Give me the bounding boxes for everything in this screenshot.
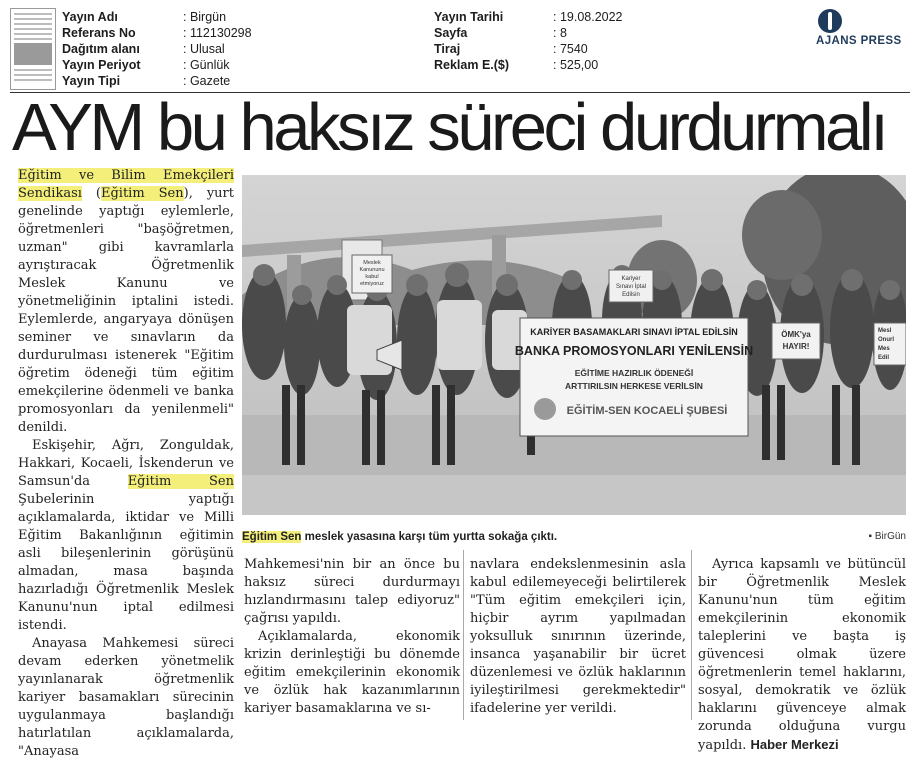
paragraph: Açıklamalarda, ekonomik krizin derinleştiği bu dönemde eğitim emekçilerinin ekonomik ve özlük hak kazanımlarının kariyer basamaklarına ve sı- xyxy=(244,629,460,716)
paragraph-2 xyxy=(18,437,234,635)
headline: AYM bu haksız süreci durdurmalı xyxy=(12,90,886,165)
article-column-4 xyxy=(698,556,906,755)
photo-credit-text: BirGün xyxy=(874,531,906,542)
article-column-3 xyxy=(470,556,686,718)
protest-sign-far-right xyxy=(874,323,906,365)
meta-label: Yayın Adı xyxy=(62,10,118,24)
sign-text: ÖMK'ya xyxy=(781,330,811,339)
highlight-union-short: Eğitim Sen xyxy=(100,186,184,201)
meta-value: : Birgün xyxy=(183,10,227,24)
meta-label: Yayın Tarihi xyxy=(434,10,504,24)
meta-value: : Günlük xyxy=(183,58,230,72)
ajans-press-logo xyxy=(812,9,910,49)
protest-sign-center xyxy=(609,270,653,302)
sign-text: Onurl xyxy=(878,337,894,343)
protest-photo xyxy=(242,175,906,515)
paragraph-3: Anayasa Mahkemesi süreci devam ederken yönetmelik yayınlanarak öğretmenlik kariyer basamakları sürecinin uygulanmaya başlandığı hatırlatılan açıklamalarda, "Anayasa xyxy=(18,636,234,759)
meta-label: Referans No xyxy=(62,26,136,40)
caption-highlight: Eğitim Sen xyxy=(242,531,302,543)
sign-text: Mes xyxy=(878,346,890,352)
sign-text: Kanununu xyxy=(359,267,385,273)
ajans-press-logo-icon xyxy=(818,9,842,33)
sign-text: Edilsin xyxy=(622,292,640,298)
text-run: ), yurt genelinde yaptığı eylemlerle, öğretmenleri "başöğretmen, uzman" gibi kavramlarla ayrıştıracak Öğretmenlik Meslek Kanunu ve yönetmeliğinin iptalini istedi. Eylemlerde, angaryaya dönüşen seminer ve sınavların da durdurulması istenerek "Eğitim öğretim ödeneği tüm eğitim emekçilerine ödenmeli ve banka promosyonları da yenilenmeli" denildi. xyxy=(18,186,234,435)
meta-value: : 8 xyxy=(553,26,567,40)
protest-banner xyxy=(515,318,753,436)
column-rule xyxy=(691,550,692,720)
highlight-union-name: Eğitim ve Bilim Emekçileri Sendikası xyxy=(18,168,234,201)
paragraph-lead xyxy=(18,167,234,437)
meta-label: Reklam E.($) xyxy=(434,58,510,72)
byline: Haber Merkezi xyxy=(750,737,839,752)
banner-text: EĞİTİM-SEN KOCAELİ ŞUBESİ xyxy=(566,405,728,417)
sign-text: kabul xyxy=(365,274,379,280)
paragraph: navlara endekslenmesinin asla kabul edilemeyeceği belirtilerek "Tüm eğitim emekçileri için, hiçbir ayrım yapılmadan yoksulluk sınırının üzerinde, insanca yaşanabilir bir ücret düzenlemesi ve özlük haklarının iyileştirilmesi gerekmektedir" ifadelerine yer verildi. xyxy=(470,557,686,716)
text-run: Eskişehir, Ağrı, Zonguldak, Hakkari, Kocaeli, İskenderun ve Samsun'da xyxy=(18,438,234,489)
meta-value: : 19.08.2022 xyxy=(553,10,623,24)
text-run: ( xyxy=(81,186,101,201)
sign-text: Mesl xyxy=(878,328,892,334)
article-column-1 xyxy=(18,167,234,761)
sign-text: Kariyer xyxy=(621,276,641,282)
meta-label: Sayfa xyxy=(434,26,468,40)
article-column-2 xyxy=(244,556,460,718)
sign-text: Meslek xyxy=(363,260,381,266)
logo-text: AJANS PRESS xyxy=(816,35,902,47)
sign-text: Edil xyxy=(878,355,890,361)
banner-text: BANKA PROMOSYONLARI YENİLENSİN xyxy=(514,344,754,358)
paragraph xyxy=(698,556,906,755)
meta-value: : 112130298 xyxy=(183,26,252,40)
caption-text: meslek yasasına karşı tüm yurtta sokağa çıktı. xyxy=(301,531,558,543)
highlight-union-short: Eğitim Sen xyxy=(127,474,234,489)
meta-label: Yayın Periyot xyxy=(62,58,141,72)
publication-meta-right xyxy=(434,9,694,79)
meta-label: Dağıtım alanı xyxy=(62,42,140,56)
sign-text: Sınavı İptal xyxy=(615,284,647,290)
publication-meta-left xyxy=(62,9,362,89)
banner-text: EĞİTİME HAZIRLIK ÖDENEĞİ xyxy=(574,368,694,378)
photo-credit: ▪ BirGün xyxy=(868,531,906,542)
sign-text: HAYIR! xyxy=(782,342,810,351)
union-emblem-icon xyxy=(534,398,556,420)
text-run: Ayrıca kapsamlı ve bütüncül bir Öğretmenlik Meslek Kanunu'nun tüm eğitim emekçilerinin ekonomik taleplerini ve başta iş güvencesi olmak üzere öğretmenlerin temel haklarını, sosyal, demokratik ve özlük haklarını güvenceye almak zorunda olduğuna vurgu yapıldı. xyxy=(698,557,906,753)
meta-value: : 525,00 xyxy=(553,58,599,72)
column-rule xyxy=(463,550,464,720)
meta-label: Yayın Tipi xyxy=(62,74,121,88)
sign-text: etmiyoruz xyxy=(360,281,384,287)
protest-sign-left xyxy=(352,255,392,293)
protest-sign-right xyxy=(772,323,820,359)
banner-text: ARTTIRILSIN HERKESE VERİLSİN xyxy=(565,381,703,391)
banner-text: KARİYER BASAMAKLARI SINAVI İPTAL EDİLSİN xyxy=(530,327,738,337)
meta-value: : Gazete xyxy=(183,74,231,88)
photo-caption xyxy=(242,531,906,547)
page-thumbnail xyxy=(10,8,56,90)
paragraph: Mahkemesi'nin bir an önce bu haksız süreci durdurmayı hızlandırmasını talep ediyoruz" çağrısı yapıldı. xyxy=(244,557,460,626)
text-run: Şubelerinin yaptığı açıklamalarda, iktidar ve Milli Eğitim Bakanlığının eğitimin asli bileşenlerinin görüşünü almadan, masa başında hazırladığı Öğretmenlik Meslek Kanunu'nun iptal edilmesi istendi. xyxy=(18,492,234,633)
meta-value: : 7540 xyxy=(553,42,588,56)
meta-label: Tiraj xyxy=(434,42,461,56)
meta-value: : Ulusal xyxy=(183,42,225,56)
